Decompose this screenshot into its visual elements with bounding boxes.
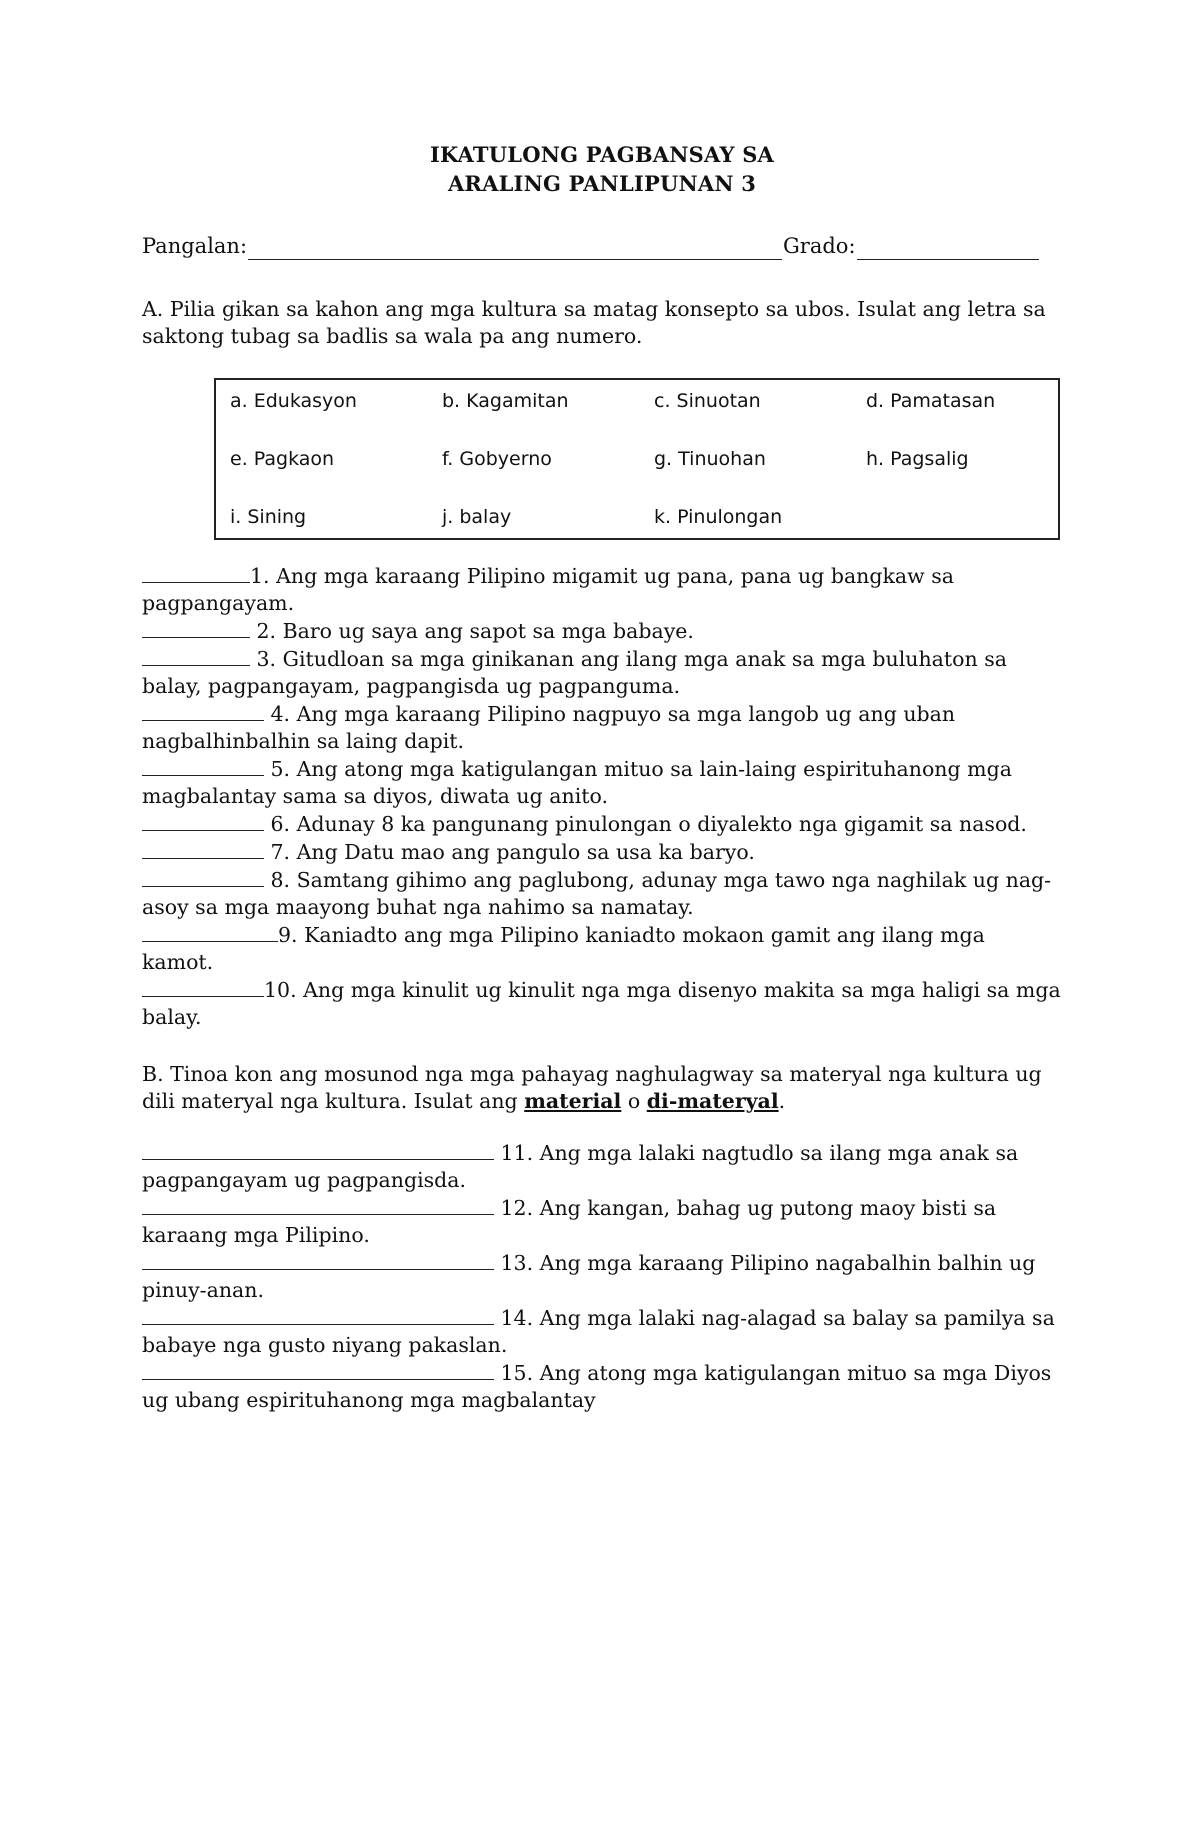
answer-blank[interactable] [142,1359,494,1380]
section-a-instruction: A. Pilia gikan sa kahon ang mga kultura sa matag konsepto sa ubos. Isulat ang letra sa saktong tubag sa badlis sa wala pa ang numero. [142,297,1046,348]
question-text: 10. Ang mga kinulit ug kinulit nga mga disenyo makita sa mga haligi sa mga balay. [142,978,1061,1029]
choice-item: i. Sining [230,506,307,528]
question-text: 7. Ang Datu mao ang pangulo sa usa ka baryo. [264,840,755,864]
question-text: 4. Ang mga karaang Pilipino nagpuyo sa mga langob ug ang uban nagbalhinbalhin sa laing dapit. [142,702,956,753]
question-item [142,700,1062,755]
question-text: 12. Ang kangan, bahag ug putong maoy bisti sa karaang mga Pilipino. [142,1196,997,1247]
choices-box [214,378,1060,540]
question-item [142,1249,1062,1304]
question-item [142,755,1062,810]
answer-blank[interactable] [142,755,264,776]
question-item [142,976,1062,1031]
section-b-items [142,1139,1062,1414]
choice-item: d. Pamatasan [866,390,996,412]
answer-blank[interactable] [142,700,264,721]
question-item [142,617,1062,645]
question-text: 14. Ang mga lalaki nag-alagad sa balay sa pamilya sa babaye nga gusto niyang pakaslan. [142,1306,1055,1357]
instruction-period: . [778,1089,786,1113]
title-line-2: ARALING PANLIPUNAN 3 [447,171,757,196]
section-b-instruction [142,1061,1062,1115]
choice-item: j. balay [442,506,512,528]
question-item [142,1139,1062,1194]
answer-blank[interactable] [142,838,264,859]
question-item [142,1359,1062,1414]
option-connector: o [621,1089,647,1113]
answer-blank[interactable] [142,1304,494,1325]
question-text: 2. Baro ug saya ang sapot sa mga babaye. [250,619,694,643]
choice-item: f. Gobyerno [442,448,552,470]
section-b-text: B. Tinoa kon ang mosunod nga mga pahayag naghulagway sa materyal nga kultura ug dili materyal nga kultura. Isulat ang [142,1062,1042,1113]
choice-item: h. Pagsalig [866,448,969,470]
worksheet-title [142,140,1062,198]
question-text: 13. Ang mga karaang Pilipino nagabalhin balhin ug pinuy-anan. [142,1251,1036,1302]
choice-item: b. Kagamitan [442,390,569,412]
answer-blank[interactable] [142,1194,494,1215]
question-text: 1. Ang mga karaang Pilipino migamit ug pana, pana ug bangkaw sa pagpangayam. [142,564,954,615]
answer-blank[interactable] [142,866,264,887]
question-item [142,866,1062,921]
choice-item: c. Sinuotan [654,390,761,412]
question-text: 15. Ang atong mga katigulangan mituo sa mga Diyos ug ubang espirituhanong mga magbalantay [142,1361,1052,1412]
question-item [142,1194,1062,1249]
name-label: Pangalan: [142,234,248,258]
question-item [142,838,1062,866]
question-text: 3. Gitudloan sa mga ginikanan ang ilang mga anak sa mga buluhaton sa balay, pagpangayam, pagpangisda ug pagpanguma. [142,647,1007,698]
answer-blank[interactable] [142,921,278,942]
worksheet-page [142,140,1062,1414]
question-text: 8. Samtang gihimo ang paglubong, adunay mga tawo nga naghilak ug nag-asoy sa mga maayong buhat nga nahimo sa namatay. [142,868,1052,919]
question-item [142,1304,1062,1359]
title-line-1: IKATULONG PAGBANSAY SA [429,142,775,167]
name-answer-line[interactable] [248,237,782,260]
question-text: 9. Kaniadto ang mga Pilipino kaniadto mokaon gamit ang ilang mga kamot. [142,923,985,974]
answer-blank[interactable] [142,810,264,831]
question-item [142,562,1062,617]
section-a-items [142,562,1062,1031]
question-text: 11. Ang mga lalaki nagtudlo sa ilang mga anak sa pagpangayam ug pagpangisda. [142,1141,1019,1192]
question-text: 6. Adunay 8 ka pangunang pinulongan o diyalekto nga gigamit sa nasod. [264,812,1027,836]
option-di-materyal: di-materyal [646,1089,779,1113]
option-material: material [524,1089,622,1113]
answer-blank[interactable] [142,617,250,638]
question-item [142,810,1062,838]
answer-blank[interactable] [142,1249,494,1270]
answer-blank[interactable] [142,1139,494,1160]
question-item [142,921,1062,976]
choice-item: a. Edukasyon [230,390,357,412]
question-item [142,645,1062,700]
answer-blank[interactable] [142,562,250,583]
question-text: 5. Ang atong mga katigulangan mituo sa lain-laing espirituhanong mga magbalantay sama sa diyos, diwata ug anito. [142,757,1012,808]
answer-blank[interactable] [142,645,250,666]
student-info-row [142,232,1062,260]
answer-blank[interactable] [142,976,264,997]
choice-item: g. Tinuohan [654,448,766,470]
choice-item: k. Pinulongan [654,506,783,528]
grade-label: Grado: [783,234,856,258]
grade-answer-line[interactable] [857,237,1039,260]
choice-item: e. Pagkaon [230,448,335,470]
